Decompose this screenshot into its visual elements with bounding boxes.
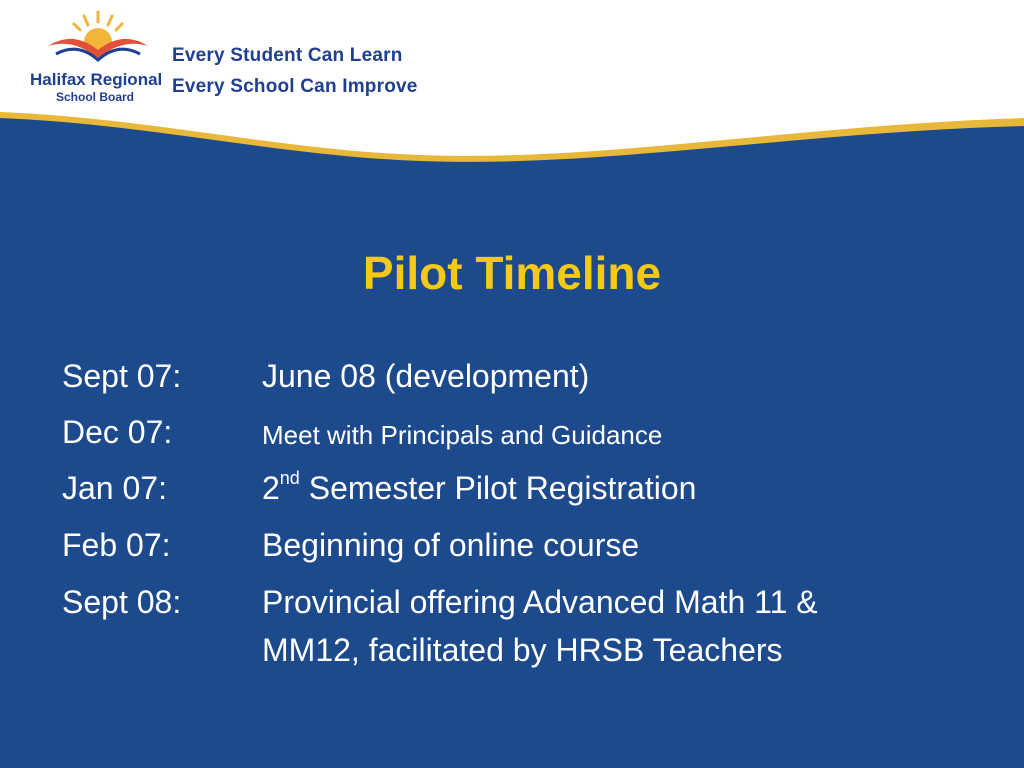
slide-title: Pilot Timeline [362, 247, 662, 299]
ordinal-number: 2 [262, 470, 280, 506]
timeline-description-line-2: MM12, facilitated by HRSB Teachers [262, 632, 783, 668]
description-text: Semester Pilot Registration [299, 470, 697, 506]
school-board-logo [18, 8, 168, 108]
timeline-description: Meet with Principals and Guidance [262, 420, 663, 450]
timeline-date: Dec 07: [62, 414, 173, 450]
sunrise-book-icon [38, 8, 158, 70]
timeline-description: June 08 (development) [262, 358, 590, 394]
timeline-date: Sept 07: [62, 358, 182, 394]
tagline-line-1: Every Student Can Learn [172, 45, 403, 66]
logo-subtitle: School Board [56, 90, 135, 104]
timeline-description: Provincial offering Advanced Math 11 & [262, 584, 818, 620]
tagline-line-2: Every School Can Improve [172, 76, 418, 97]
timeline-date: Feb 07: [62, 527, 171, 563]
ordinal-suffix: nd [279, 468, 300, 488]
timeline-date: Jan 07: [62, 470, 167, 506]
timeline-description [262, 470, 696, 507]
logo-name: Halifax Regional [30, 70, 163, 89]
timeline-date: Sept 08: [62, 584, 182, 620]
timeline-description: Beginning of online course [262, 527, 640, 563]
